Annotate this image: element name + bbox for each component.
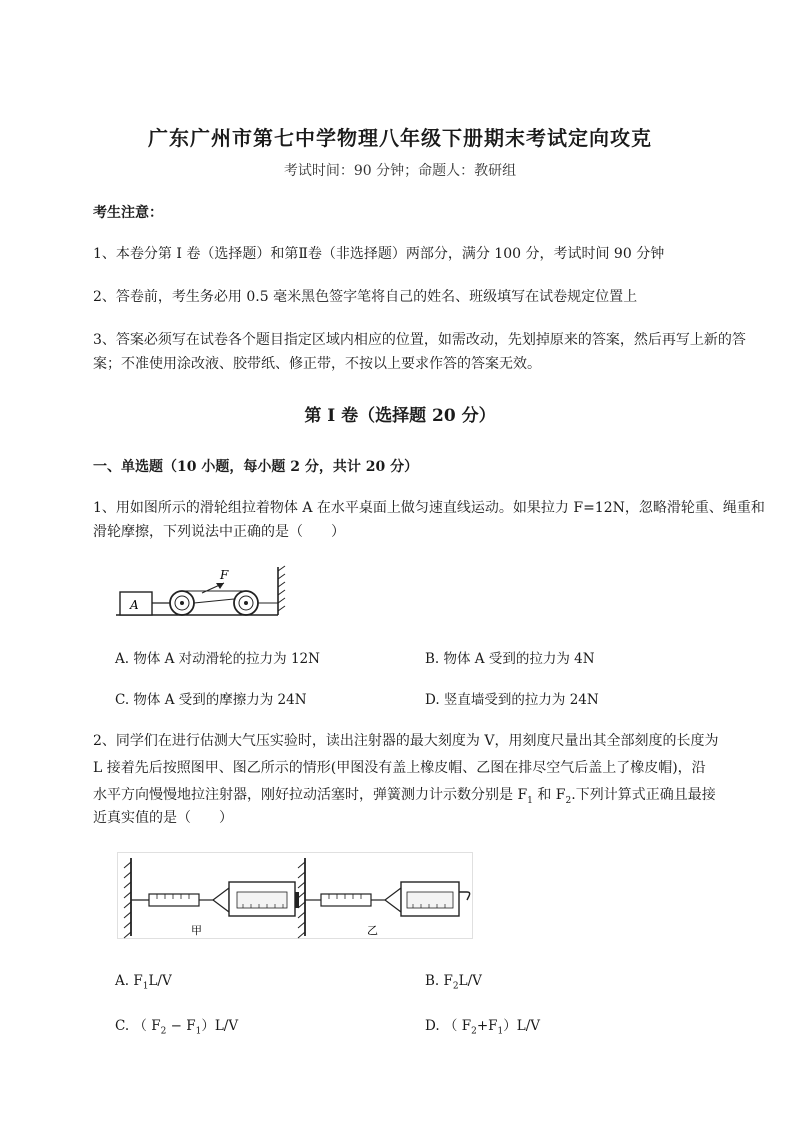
exam-subtitle: 考试时间：90 分钟；命题人：教研组: [283, 163, 517, 179]
section-title: 第 I 卷（选择题 20 分）: [304, 406, 496, 426]
q1-option-c[interactable]: C. 物体 A 受到的摩擦力为 24N: [115, 692, 307, 708]
q1-option-b[interactable]: B. 物体 A 受到的拉力为 4N: [425, 651, 595, 667]
q1-option-a[interactable]: A. 物体 A 对动滑轮的拉力为 12N: [115, 651, 320, 667]
q1-option-d[interactable]: D. 竖直墙受到的拉力为 24N: [425, 692, 599, 708]
q2-option-a[interactable]: A. $F_1L/V$: [115, 973, 172, 992]
q2-stem-line-2: L 接着先后按照图甲、图乙所示的情形(甲图没有盖上橡皮帽、乙图在排尽空气后盖上了橡皮帽)，沿: [93, 760, 706, 776]
notice-item-3: 3、答案必须写在试卷各个题目指定区域内相应的位置，如需改动，先划掉原来的答案，然后再写上新的答案；不准使用涂改液、胶带纸、修正带，不按以上要求作答的答案无效。: [93, 332, 746, 372]
notice-heading: 考生注意：: [93, 205, 163, 221]
q1-stem: 1、用如图所示的滑轮组拉着物体 A 在水平桌面上做匀速直线运动。如果拉力 F=12N，忽略滑轮重、绳重和滑轮摩擦，下列说法中正确的是（ ）: [93, 500, 765, 540]
exam-title: 广东广州市第七中学物理八年级下册期末考试定向攻克: [148, 126, 652, 150]
notice-item-2: 2、答卷前，考生务必用 0.5 毫米黑色签字笔将自己的姓名、班级填写在试卷规定位置上: [93, 289, 638, 305]
part-heading: 一、单选题（10 小题，每小题 2 分，共计 20 分）: [93, 459, 419, 475]
q2-option-d[interactable]: D. （ $F_2+F_1)L/V$: [425, 1018, 541, 1037]
figure-label-right: 乙: [367, 924, 378, 937]
q2-stem-line-3: 水平方向慢慢地拉注射器，刚好拉动活塞时，弹簧测力计示数分别是 $F_1$ 和 $F_2$.下列计算式正确且最接: [93, 787, 716, 806]
pulley-figure: [112, 563, 290, 623]
q2-option-b[interactable]: B. $F_2L/V$: [425, 973, 482, 992]
notice-item-1: 1、本卷分第 I 卷（选择题）和第Ⅱ卷（非选择题）两部分，满分 100 分，考试时间 90 分钟: [93, 246, 665, 262]
syringe-figure: [117, 852, 477, 942]
q2-stem-line-1: 2、同学们在进行估测大气压实验时，读出注射器的最大刻度为 V，用刻度尺量出其全部刻度的长度为: [93, 733, 719, 749]
q2-option-c[interactable]: C. （ $F_2 - F_1)L/V$: [115, 1018, 239, 1037]
force-label: F: [220, 568, 229, 582]
q2-stem-line-4: 近真实值的是（ ）: [93, 810, 233, 826]
figure-label-left: 甲: [191, 924, 202, 937]
block-label: A: [130, 598, 139, 612]
